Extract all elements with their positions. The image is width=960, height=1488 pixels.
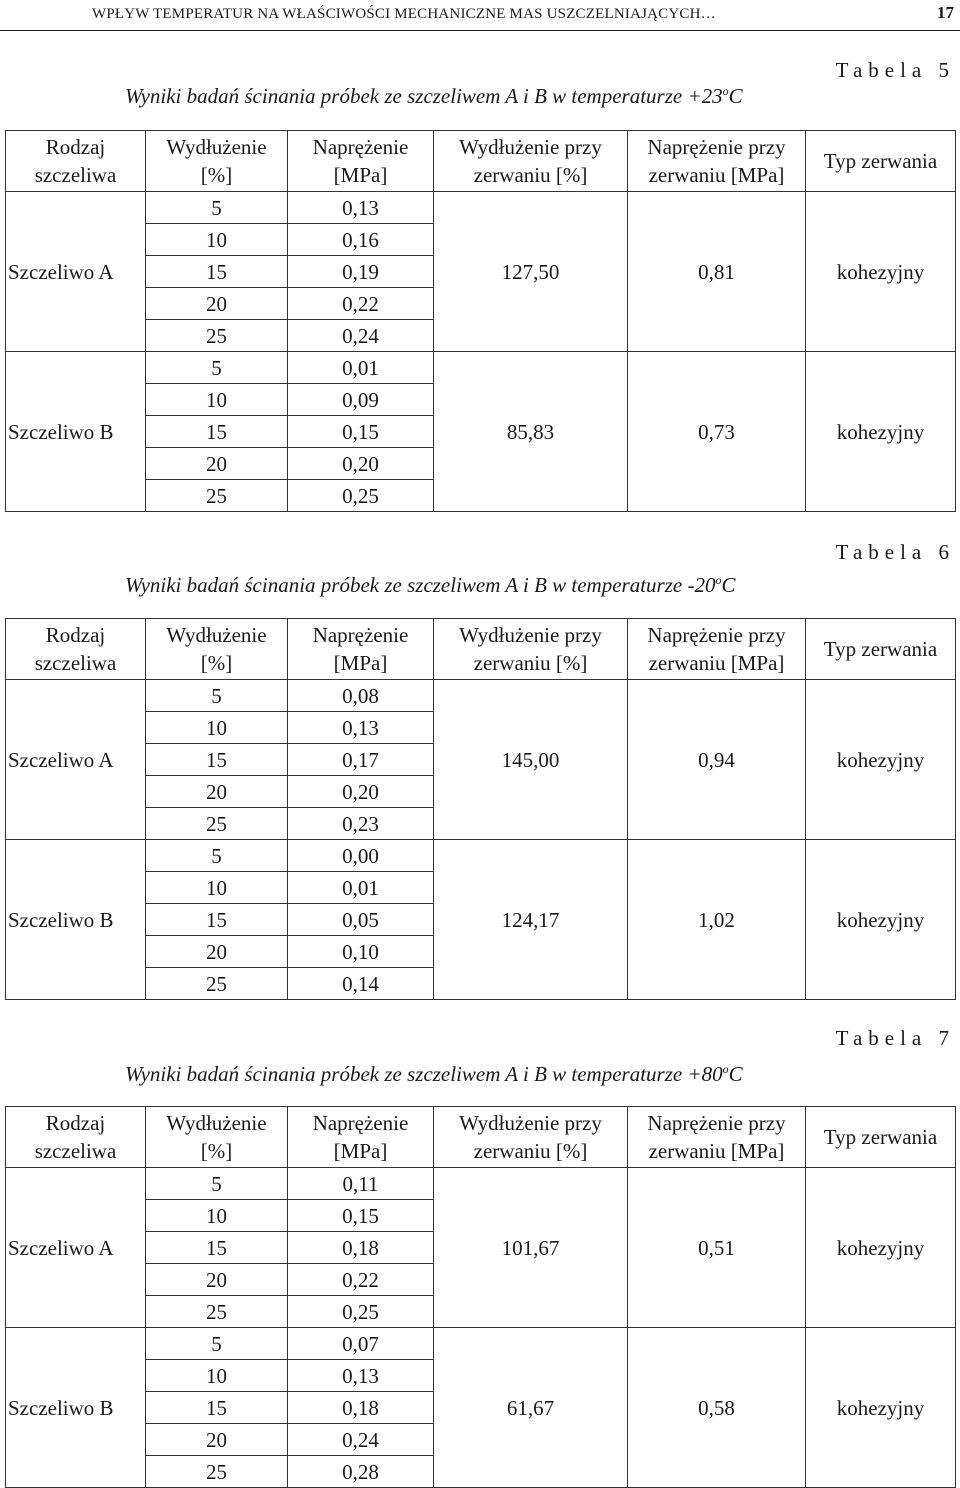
stress-cell: 0,15	[288, 416, 434, 448]
caption-degree: o	[715, 573, 722, 587]
stress-cell: 0,01	[288, 352, 434, 384]
sealant-name: Szczeliwo A	[6, 680, 146, 840]
column-header-line: zerwaniu [%]	[473, 163, 588, 187]
column-header	[434, 619, 628, 680]
failure-type-cell: kohezyjny	[806, 840, 956, 1000]
break-elongation-cell: 127,50	[434, 192, 628, 352]
table-caption	[125, 84, 743, 109]
elongation-cell: 5	[146, 840, 288, 872]
elongation-cell: 15	[146, 744, 288, 776]
column-header-line: Rodzaj	[45, 1111, 106, 1135]
column-header-line: zerwaniu [MPa]	[648, 163, 785, 187]
elongation-cell: 20	[146, 448, 288, 480]
sealant-name: Szczeliwo B	[6, 352, 146, 512]
column-header-line: [%]	[200, 1139, 233, 1163]
column-header-line: [MPa]	[333, 651, 388, 675]
stress-cell: 0,08	[288, 680, 434, 712]
caption-text: Wyniki badań ścinania próbek ze szczeliwem A i B w temperaturze +80	[125, 1062, 723, 1086]
break-stress-cell: 0,51	[628, 1168, 806, 1328]
failure-type-cell: kohezyjny	[806, 192, 956, 352]
stress-cell: 0,09	[288, 384, 434, 416]
stress-cell: 0,01	[288, 872, 434, 904]
elongation-cell: 5	[146, 680, 288, 712]
caption-degree: o	[722, 84, 729, 98]
stress-cell: 0,28	[288, 1456, 434, 1488]
column-header	[146, 131, 288, 192]
elongation-cell: 15	[146, 256, 288, 288]
elongation-cell: 5	[146, 352, 288, 384]
table-row	[6, 680, 956, 712]
column-header	[288, 1107, 434, 1168]
column-header	[628, 1107, 806, 1168]
table-caption	[125, 1062, 743, 1087]
column-header	[6, 619, 146, 680]
stress-cell: 0,05	[288, 904, 434, 936]
stress-cell: 0,20	[288, 448, 434, 480]
break-elongation-cell: 101,67	[434, 1168, 628, 1328]
elongation-cell: 25	[146, 968, 288, 1000]
results-table	[5, 1106, 956, 1488]
header-row	[6, 1107, 956, 1168]
table-row	[6, 192, 956, 224]
elongation-cell: 10	[146, 1200, 288, 1232]
elongation-cell: 5	[146, 1328, 288, 1360]
column-header-line: Wydłużenie przy	[459, 135, 602, 159]
column-header-line: Naprężenie	[312, 623, 409, 647]
column-header-line: Naprężenie przy	[647, 1111, 786, 1135]
stress-cell: 0,00	[288, 840, 434, 872]
column-header-line: szczeliwa	[34, 651, 117, 675]
table-label: Tabela 7	[835, 1026, 955, 1050]
stress-cell: 0,13	[288, 192, 434, 224]
stress-cell: 0,17	[288, 744, 434, 776]
column-header	[434, 131, 628, 192]
table-label: Tabela 6	[835, 540, 955, 564]
column-header	[146, 1107, 288, 1168]
caption-degree: o	[722, 1062, 729, 1076]
table-label: Tabela 5	[835, 58, 955, 82]
elongation-cell: 10	[146, 384, 288, 416]
stress-cell: 0,25	[288, 480, 434, 512]
column-header-line: zerwaniu [MPa]	[648, 651, 785, 675]
column-header	[6, 1107, 146, 1168]
column-header-line: zerwaniu [MPa]	[648, 1139, 785, 1163]
failure-type-cell: kohezyjny	[806, 352, 956, 512]
elongation-cell: 25	[146, 1296, 288, 1328]
stress-cell: 0,14	[288, 968, 434, 1000]
elongation-cell: 15	[146, 1232, 288, 1264]
failure-type-cell: kohezyjny	[806, 1328, 956, 1488]
column-header-line: [MPa]	[333, 1139, 388, 1163]
sealant-name: Szczeliwo A	[6, 1168, 146, 1328]
elongation-cell: 10	[146, 872, 288, 904]
table-row	[6, 1328, 956, 1360]
running-head	[0, 0, 960, 31]
stress-cell: 0,22	[288, 288, 434, 320]
break-elongation-cell: 61,67	[434, 1328, 628, 1488]
break-stress-cell: 0,58	[628, 1328, 806, 1488]
elongation-cell: 5	[146, 1168, 288, 1200]
sealant-name: Szczeliwo A	[6, 192, 146, 352]
column-header-line: szczeliwa	[34, 1139, 117, 1163]
column-header	[628, 619, 806, 680]
elongation-cell: 25	[146, 808, 288, 840]
column-header-line: zerwaniu [%]	[473, 1139, 588, 1163]
column-header	[434, 1107, 628, 1168]
column-header-line: Naprężenie przy	[647, 135, 786, 159]
column-header-line: [%]	[200, 163, 233, 187]
column-header-line: Naprężenie przy	[647, 623, 786, 647]
elongation-cell: 15	[146, 1392, 288, 1424]
column-header-line: [%]	[200, 651, 233, 675]
stress-cell: 0,24	[288, 1424, 434, 1456]
stress-cell: 0,15	[288, 1200, 434, 1232]
column-header	[288, 131, 434, 192]
table-caption	[125, 573, 735, 598]
column-header	[288, 619, 434, 680]
column-header-line: Wydłużenie przy	[459, 1111, 602, 1135]
elongation-cell: 10	[146, 1360, 288, 1392]
column-header-line: Wydłużenie	[166, 623, 267, 647]
elongation-cell: 25	[146, 1456, 288, 1488]
caption-unit: C	[728, 84, 743, 108]
elongation-cell: 20	[146, 936, 288, 968]
elongation-cell: 15	[146, 904, 288, 936]
column-header	[628, 131, 806, 192]
column-header	[146, 619, 288, 680]
break-elongation-cell: 124,17	[434, 840, 628, 1000]
elongation-cell: 20	[146, 1424, 288, 1456]
elongation-cell: 5	[146, 192, 288, 224]
table-row	[6, 352, 956, 384]
stress-cell: 0,13	[288, 1360, 434, 1392]
stress-cell: 0,22	[288, 1264, 434, 1296]
caption-unit: C	[721, 573, 736, 597]
column-header-line: Naprężenie	[312, 135, 409, 159]
table-row	[6, 840, 956, 872]
break-stress-cell: 0,94	[628, 680, 806, 840]
stress-cell: 0,13	[288, 712, 434, 744]
break-stress-cell: 1,02	[628, 840, 806, 1000]
elongation-cell: 20	[146, 1264, 288, 1296]
column-header-line: Naprężenie	[312, 1111, 409, 1135]
column-header-line: Wydłużenie	[166, 1111, 267, 1135]
break-stress-cell: 0,81	[628, 192, 806, 352]
column-header-line: Wydłużenie przy	[459, 623, 602, 647]
elongation-cell: 20	[146, 776, 288, 808]
column-header: Typ zerwania	[806, 619, 956, 680]
table-row	[6, 1168, 956, 1200]
sealant-name: Szczeliwo B	[6, 840, 146, 1000]
column-header-line: szczeliwa	[34, 163, 117, 187]
elongation-cell: 15	[146, 416, 288, 448]
stress-cell: 0,19	[288, 256, 434, 288]
stress-cell: 0,24	[288, 320, 434, 352]
break-stress-cell: 0,73	[628, 352, 806, 512]
column-header: Typ zerwania	[806, 1107, 956, 1168]
column-header-line: Wydłużenie	[166, 135, 267, 159]
caption-text: Wyniki badań ścinania próbek ze szczeliwem A i B w temperaturze -20	[125, 573, 716, 597]
stress-cell: 0,23	[288, 808, 434, 840]
elongation-cell: 10	[146, 712, 288, 744]
header-row	[6, 131, 956, 192]
column-header-line: zerwaniu [%]	[473, 651, 588, 675]
stress-cell: 0,18	[288, 1392, 434, 1424]
column-header-line: Rodzaj	[45, 623, 106, 647]
break-elongation-cell: 85,83	[434, 352, 628, 512]
stress-cell: 0,20	[288, 776, 434, 808]
column-header-line: [MPa]	[333, 163, 388, 187]
results-table	[5, 618, 956, 1000]
running-head-title: WPŁYW TEMPERATUR NA WŁAŚCIWOŚCI MECHANICZNE MAS USZCZELNIAJĄCYCH…	[92, 6, 716, 22]
stress-cell: 0,11	[288, 1168, 434, 1200]
elongation-cell: 25	[146, 480, 288, 512]
stress-cell: 0,07	[288, 1328, 434, 1360]
stress-cell: 0,25	[288, 1296, 434, 1328]
caption-text: Wyniki badań ścinania próbek ze szczeliwem A i B w temperaturze +23	[125, 84, 723, 108]
failure-type-cell: kohezyjny	[806, 1168, 956, 1328]
caption-unit: C	[728, 1062, 743, 1086]
stress-cell: 0,10	[288, 936, 434, 968]
results-table	[5, 130, 956, 512]
header-row	[6, 619, 956, 680]
column-header-line: Rodzaj	[45, 135, 106, 159]
page-number: 17	[937, 3, 954, 22]
column-header	[6, 131, 146, 192]
elongation-cell: 10	[146, 224, 288, 256]
elongation-cell: 25	[146, 320, 288, 352]
failure-type-cell: kohezyjny	[806, 680, 956, 840]
column-header: Typ zerwania	[806, 131, 956, 192]
elongation-cell: 20	[146, 288, 288, 320]
sealant-name: Szczeliwo B	[6, 1328, 146, 1488]
stress-cell: 0,16	[288, 224, 434, 256]
stress-cell: 0,18	[288, 1232, 434, 1264]
break-elongation-cell: 145,00	[434, 680, 628, 840]
